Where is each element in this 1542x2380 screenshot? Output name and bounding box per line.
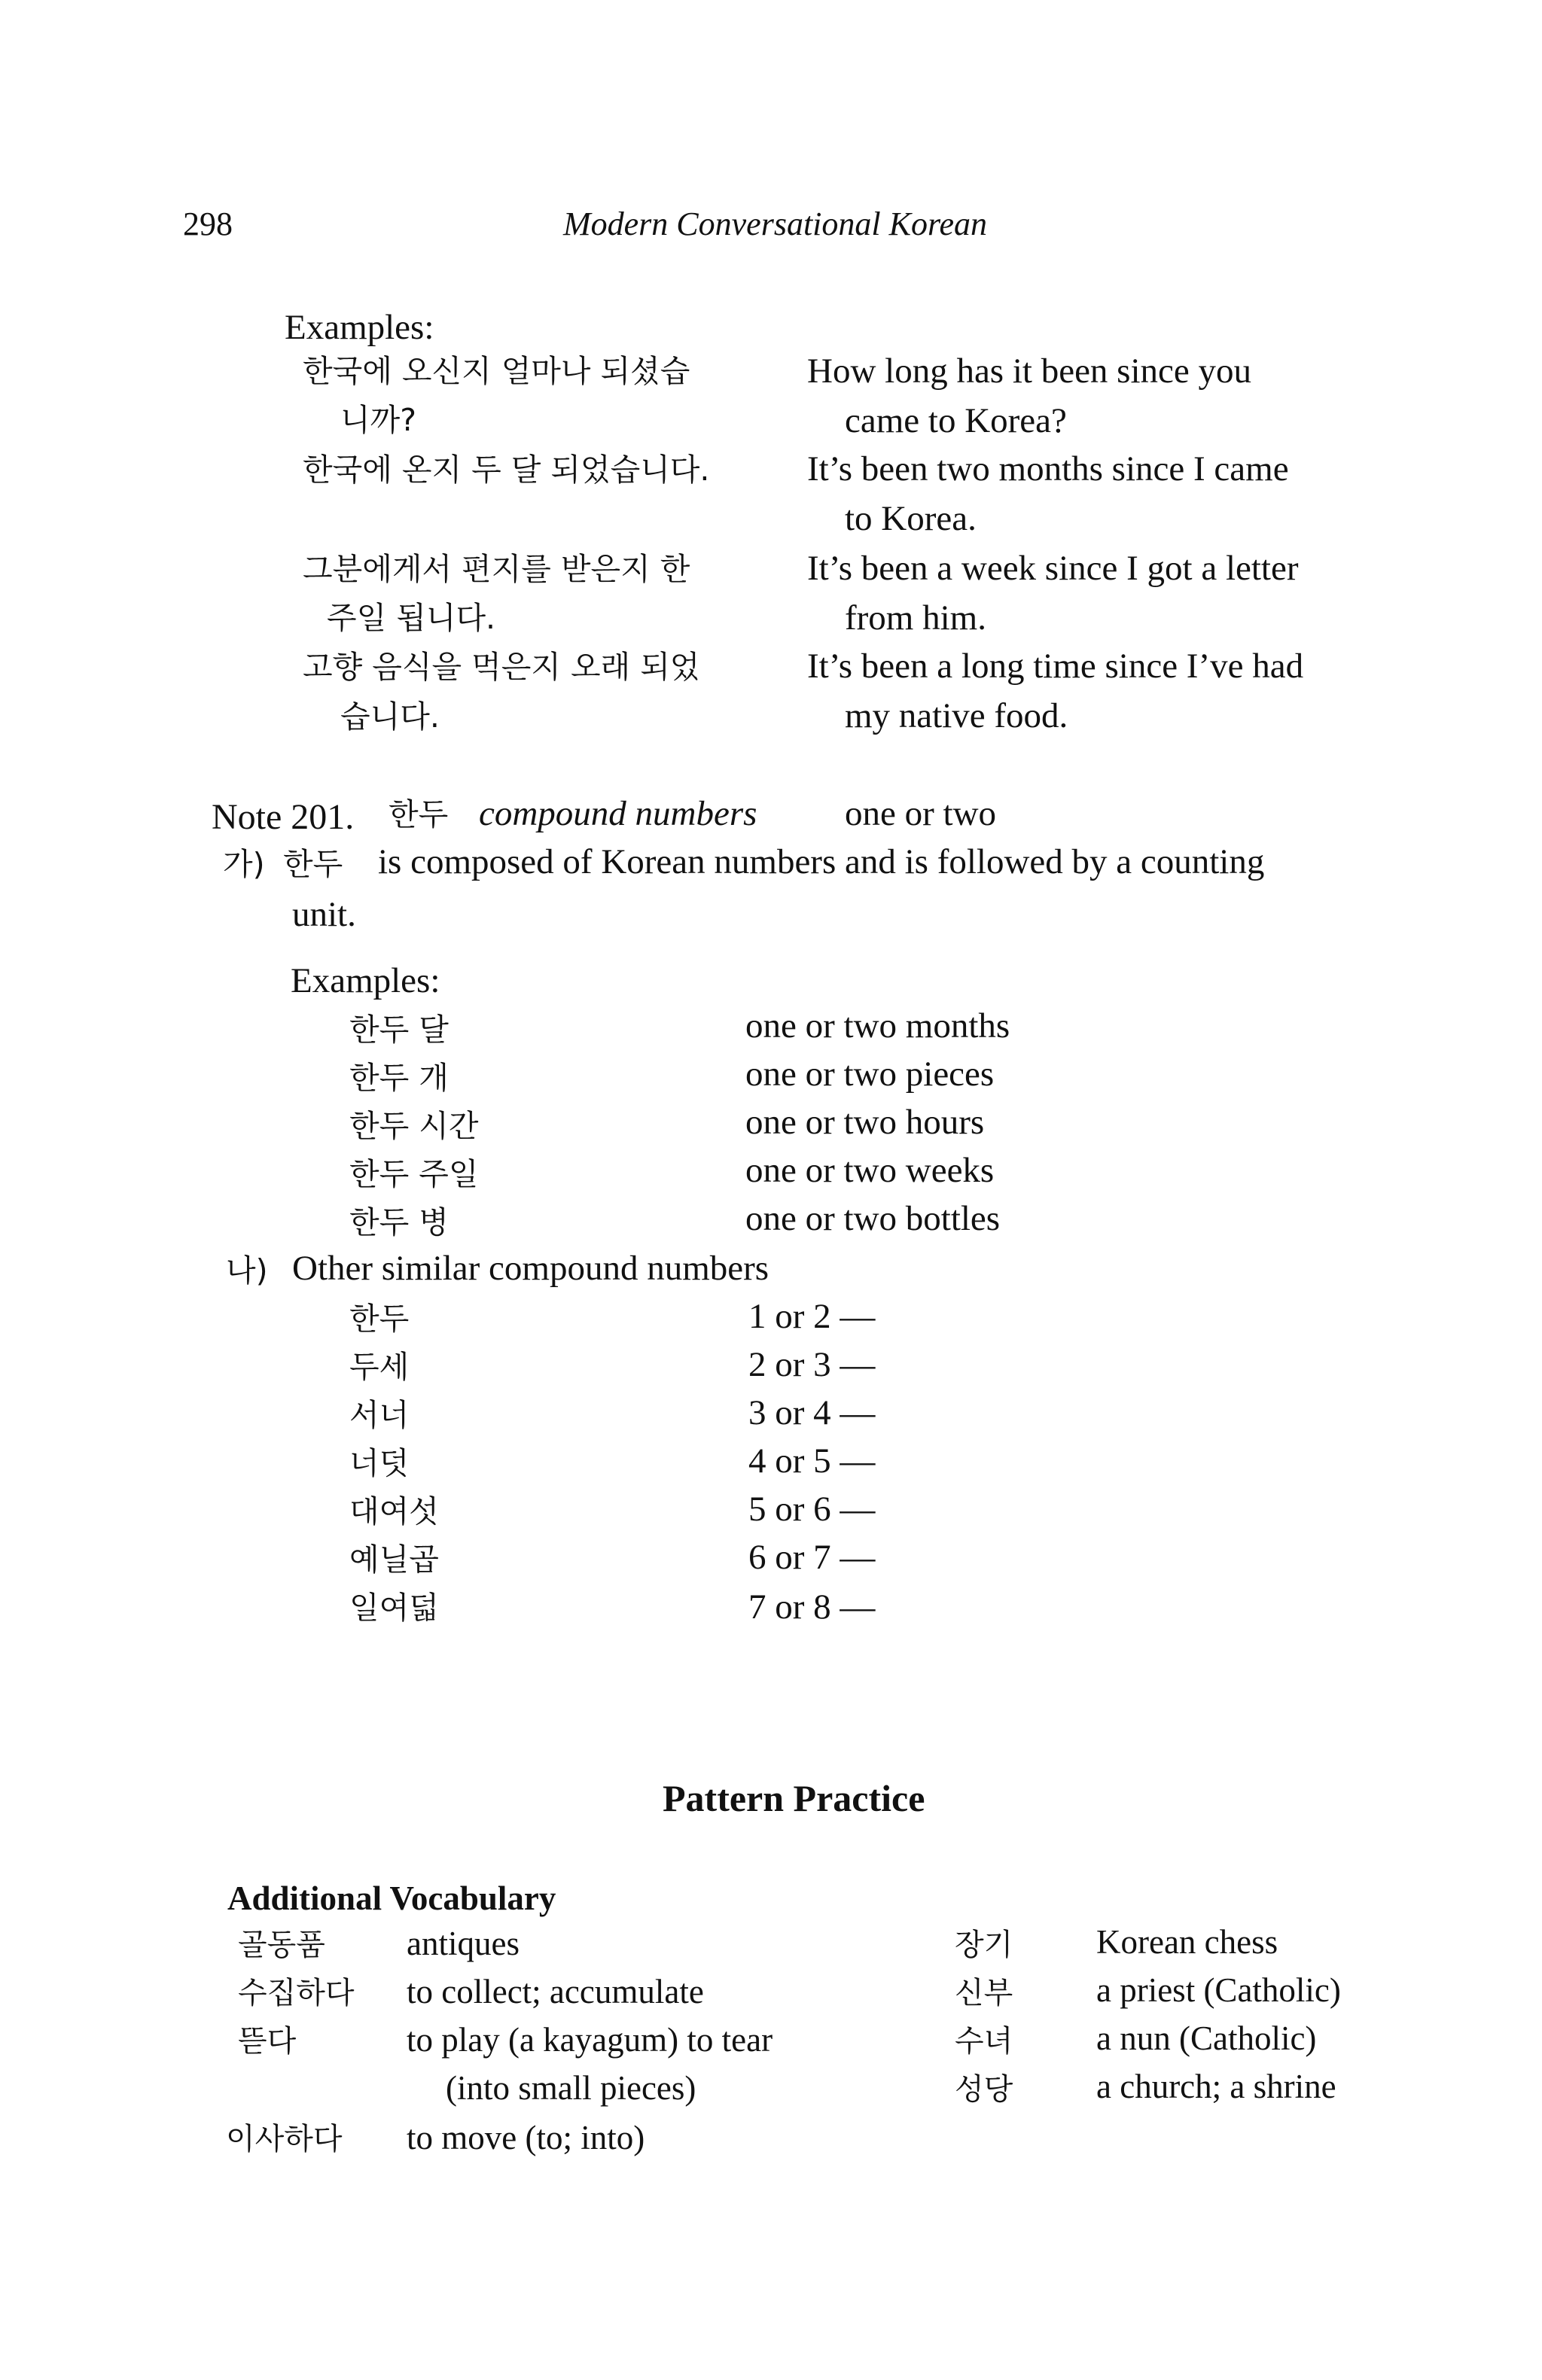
example-en-line: How long has it been since you: [807, 352, 1252, 391]
list-item-en: one or two weeks: [745, 1151, 995, 1190]
list-item-en: one or two pieces: [745, 1055, 995, 1094]
list-item-en: 6 or 7 —: [748, 1538, 876, 1577]
vocab-heading: Additional Vocabulary: [227, 1879, 556, 1917]
example-ko-line: 한국에 온지 두 달 되었습니다.: [303, 452, 710, 488]
list-item-ko: 예닐곱: [349, 1542, 439, 1578]
vocab-en: antiques: [407, 1925, 520, 1962]
subpoint-text: is composed of Korean numbers and is followed by a counting: [378, 842, 1265, 881]
example-en-line: my native food.: [845, 696, 1068, 735]
list-item-en: 3 or 4 —: [748, 1393, 876, 1432]
section-heading: Pattern Practice: [663, 1777, 925, 1819]
list-item-ko: 서너: [349, 1397, 410, 1433]
vocab-en: a nun (Catholic): [1096, 2019, 1317, 2057]
example-en-line: came to Korea?: [845, 401, 1067, 440]
note-ko-term: 한두: [389, 796, 449, 832]
list-item-ko: 한두 시간: [349, 1108, 479, 1144]
vocab-en: a priest (Catholic): [1096, 1971, 1341, 2009]
list-item-ko: 대여섯: [349, 1493, 439, 1529]
list-item-ko: 한두 주일: [349, 1156, 479, 1192]
list-item-en: 1 or 2 —: [748, 1297, 876, 1336]
example-en-line: It’s been two months since I came: [807, 449, 1289, 488]
example-en-line: It’s been a long time since I’ve had: [807, 647, 1304, 686]
subpoint-ko-term: 한두: [283, 846, 343, 882]
subpoint-text: unit.: [292, 895, 356, 934]
vocab-en: a church; a shrine: [1096, 2068, 1336, 2105]
list-item-ko: 한두: [349, 1301, 410, 1337]
examples-label: Examples:: [291, 961, 440, 1000]
vocab-ko: 신부: [955, 1976, 1013, 2010]
vocab-en: to collect; accumulate: [407, 1973, 704, 2010]
page-number: 298: [183, 205, 233, 242]
note-gloss: one or two: [845, 794, 997, 833]
example-en-line: It’s been a week since I got a letter: [807, 549, 1299, 588]
vocab-ko: 골동품: [238, 1928, 325, 1962]
example-ko-line: 한국에 오신지 얼마나 되셨습: [303, 353, 690, 389]
example-en-line: from him.: [845, 598, 986, 638]
running-title: Modern Conversational Korean: [563, 205, 987, 242]
vocab-ko: 장기: [955, 1928, 1013, 1962]
list-item-ko: 너덧: [349, 1445, 410, 1481]
note-label: Note 201.: [212, 797, 355, 837]
subpoint-marker: 가): [223, 846, 265, 882]
subpoint-marker: 나): [226, 1252, 268, 1289]
vocab-ko: 수집하다: [238, 1976, 355, 2010]
list-item-en: one or two hours: [745, 1103, 985, 1142]
list-item-en: 7 or 8 —: [748, 1587, 876, 1627]
example-ko-line: 고향 음식을 먹은지 오래 되었: [303, 649, 700, 685]
list-item-ko: 한두 병: [349, 1204, 449, 1240]
list-item-en: 2 or 3 —: [748, 1345, 876, 1384]
list-item-ko: 두세: [349, 1349, 410, 1385]
vocab-en: to move (to; into): [407, 2119, 645, 2156]
vocab-ko: 성당: [955, 2072, 1013, 2107]
list-item-ko: 한두 개: [349, 1060, 449, 1096]
example-ko-line: 주일 됩니다.: [327, 600, 496, 636]
vocab-en: (into small pieces): [446, 2069, 696, 2107]
list-item-ko: 일여덟: [349, 1590, 439, 1626]
vocab-ko: 수녀: [955, 2024, 1013, 2059]
vocab-ko: 뜯다: [238, 2024, 297, 2059]
list-item-en: 5 or 6 —: [748, 1490, 876, 1529]
list-item-en: one or two months: [745, 1006, 1010, 1045]
example-ko-line: 니까?: [340, 402, 416, 438]
subpoint-text: Other similar compound numbers: [292, 1249, 769, 1288]
list-item-en: one or two bottles: [745, 1199, 1001, 1238]
list-item-en: 4 or 5 —: [748, 1441, 876, 1481]
vocab-ko: 이사하다: [226, 2122, 343, 2156]
note-title: compound numbers: [479, 794, 757, 833]
example-ko-line: 습니다.: [340, 698, 440, 735]
vocab-en: Korean chess: [1096, 1923, 1278, 1961]
list-item-ko: 한두 달: [349, 1012, 449, 1048]
example-ko-line: 그분에게서 편지를 받은지 한: [303, 551, 690, 587]
examples-label: Examples:: [285, 308, 434, 347]
vocab-en: to play (a kayagum) to tear: [407, 2021, 773, 2059]
example-en-line: to Korea.: [845, 499, 977, 538]
